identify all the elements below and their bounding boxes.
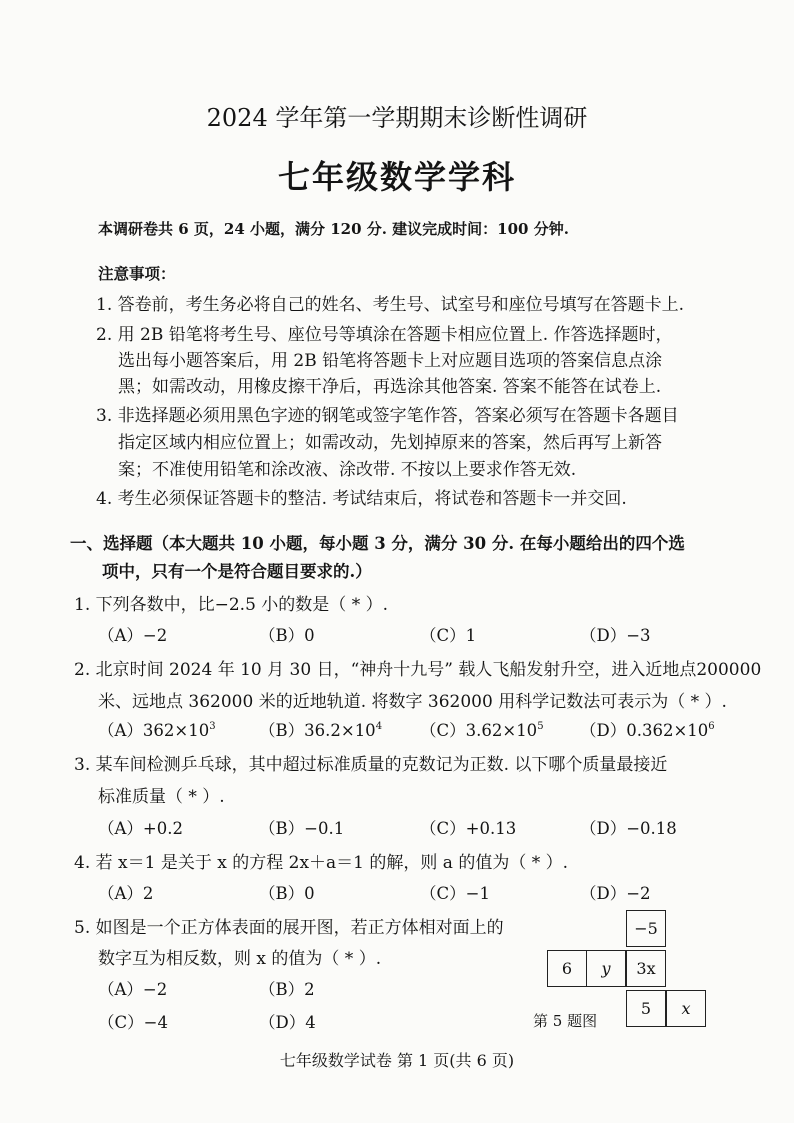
net-cell: 5 bbox=[626, 990, 666, 1027]
net-cell: x bbox=[666, 990, 706, 1027]
q1-option-b: （B）0 bbox=[259, 626, 315, 645]
q4-option-c: （C）−1 bbox=[420, 884, 490, 903]
q2-option-d: $(D)0.362\times 10^6$ bbox=[580, 721, 715, 740]
question-2-stem-cont: 米、远地点 362000 米的近地轨道. 将数字 362000 用科学记数法可表示为（ * ）. bbox=[98, 692, 727, 712]
notice-line: 4. 考生必须保证答题卡的整洁. 考试结束后，将试卷和答题卡一并交回. bbox=[96, 489, 627, 509]
q5-option-b: （B）2 bbox=[259, 980, 315, 999]
q2-option-a: $(A)362\times 10^3$ bbox=[98, 721, 216, 740]
q4-option-a: （A）2 bbox=[98, 884, 154, 903]
question-4-stem: 4. 若 x＝1 是关于 x 的方程 2x＋a＝1 的解，则 a 的值为（ * ）. bbox=[74, 853, 569, 873]
q3-option-c: （C）+0.13 bbox=[420, 819, 517, 838]
q3-option-a: （A）+0.2 bbox=[98, 819, 183, 838]
subject-title: 七年级数学学科 bbox=[277, 158, 516, 196]
question-5-stem-cont: 数字互为相反数，则 x 的值为（ * ）. bbox=[98, 949, 382, 969]
question-2-stem: 2. 北京时间 2024 年 10 月 30 日，“神舟十九号” 载人飞船发射升空，进入近地点200000 bbox=[74, 660, 762, 680]
q3-option-d: （D）−0.18 bbox=[580, 819, 677, 838]
question-5-stem: 5. 如图是一个正方体表面的展开图，若正方体相对面上的 bbox=[74, 918, 504, 938]
net-cell: −5 bbox=[626, 910, 666, 947]
net-cell: 3x bbox=[626, 950, 666, 987]
q5-option-d: （D）4 bbox=[259, 1013, 316, 1032]
notice-line: 3. 非选择题必须用黑色字迹的钢笔或签字笔作答，答案必须写在答题卡各题目 bbox=[96, 406, 679, 426]
q2-option-b: $(B)36.2\times 10^4$ bbox=[259, 721, 383, 740]
notice-line: 2. 用 2B 铅笔将考生号、座位号等填涂在答题卡相应位置上. 作答选择题时， bbox=[96, 325, 673, 345]
section-heading-cont: 项中，只有一个是符合题目要求的.） bbox=[102, 562, 372, 581]
exam-title: 2024 学年第一学期期末诊断性调研 bbox=[206, 104, 588, 132]
figure-caption: 第 5 题图 bbox=[533, 1012, 598, 1030]
section-heading: 一、选择题（本大题共 10 小题，每小题 3 分，满分 30 分. 在每小题给出的四个选 bbox=[70, 534, 685, 553]
q4-option-d: （D）−2 bbox=[580, 884, 651, 903]
net-cell: 6 bbox=[547, 950, 587, 987]
question-1-stem: 1. 下列各数中，比−2.5 小的数是（ * ）. bbox=[74, 595, 389, 615]
net-cell: y bbox=[586, 950, 626, 987]
q5-option-c: （C）−4 bbox=[98, 1013, 168, 1032]
q5-option-a: （A）−2 bbox=[98, 980, 168, 999]
notice-line: 1. 答卷前，考生务必将自己的姓名、考生号、试室号和座位号填写在答题卡上. bbox=[96, 295, 685, 315]
q4-option-b: （B）0 bbox=[259, 884, 315, 903]
q3-option-b: （B）−0.1 bbox=[259, 819, 345, 838]
q1-option-c: （C）1 bbox=[420, 626, 477, 645]
notice-line: 指定区域内相应位置上；如需改动，先划掉原来的答案，然后再写上新答 bbox=[118, 433, 662, 453]
notice-line: 案；不准使用铅笔和涂改液、涂改带. 不按以上要求作答无效. bbox=[118, 460, 577, 480]
notice-line: 黑；如需改动，用橡皮擦干净后，再选涂其他答案. 答案不能答在试卷上. bbox=[118, 377, 662, 397]
notice-heading: 注意事项： bbox=[98, 264, 176, 283]
q1-option-d: （D）−3 bbox=[580, 626, 651, 645]
question-3-stem-cont: 标准质量（ * ）. bbox=[98, 787, 225, 807]
q2-option-c: $(C)3.62\times 10^5$ bbox=[420, 721, 544, 740]
page-footer: 七年级数学试卷 第 1 页(共 6 页) bbox=[279, 1051, 515, 1070]
exam-intro: 本调研卷共 6 页，24 小题，满分 120 分. 建议完成时间：100 分钟. bbox=[98, 220, 569, 238]
q1-option-a: （A）−2 bbox=[98, 626, 168, 645]
question-3-stem: 3. 某车间检测乒乓球，其中超过标准质量的克数记为正数. 以下哪个质量最接近 bbox=[74, 755, 668, 775]
notice-line: 选出每小题答案后，用 2B 铅笔将答题卡上对应题目选项的答案信息点涂 bbox=[118, 351, 663, 371]
